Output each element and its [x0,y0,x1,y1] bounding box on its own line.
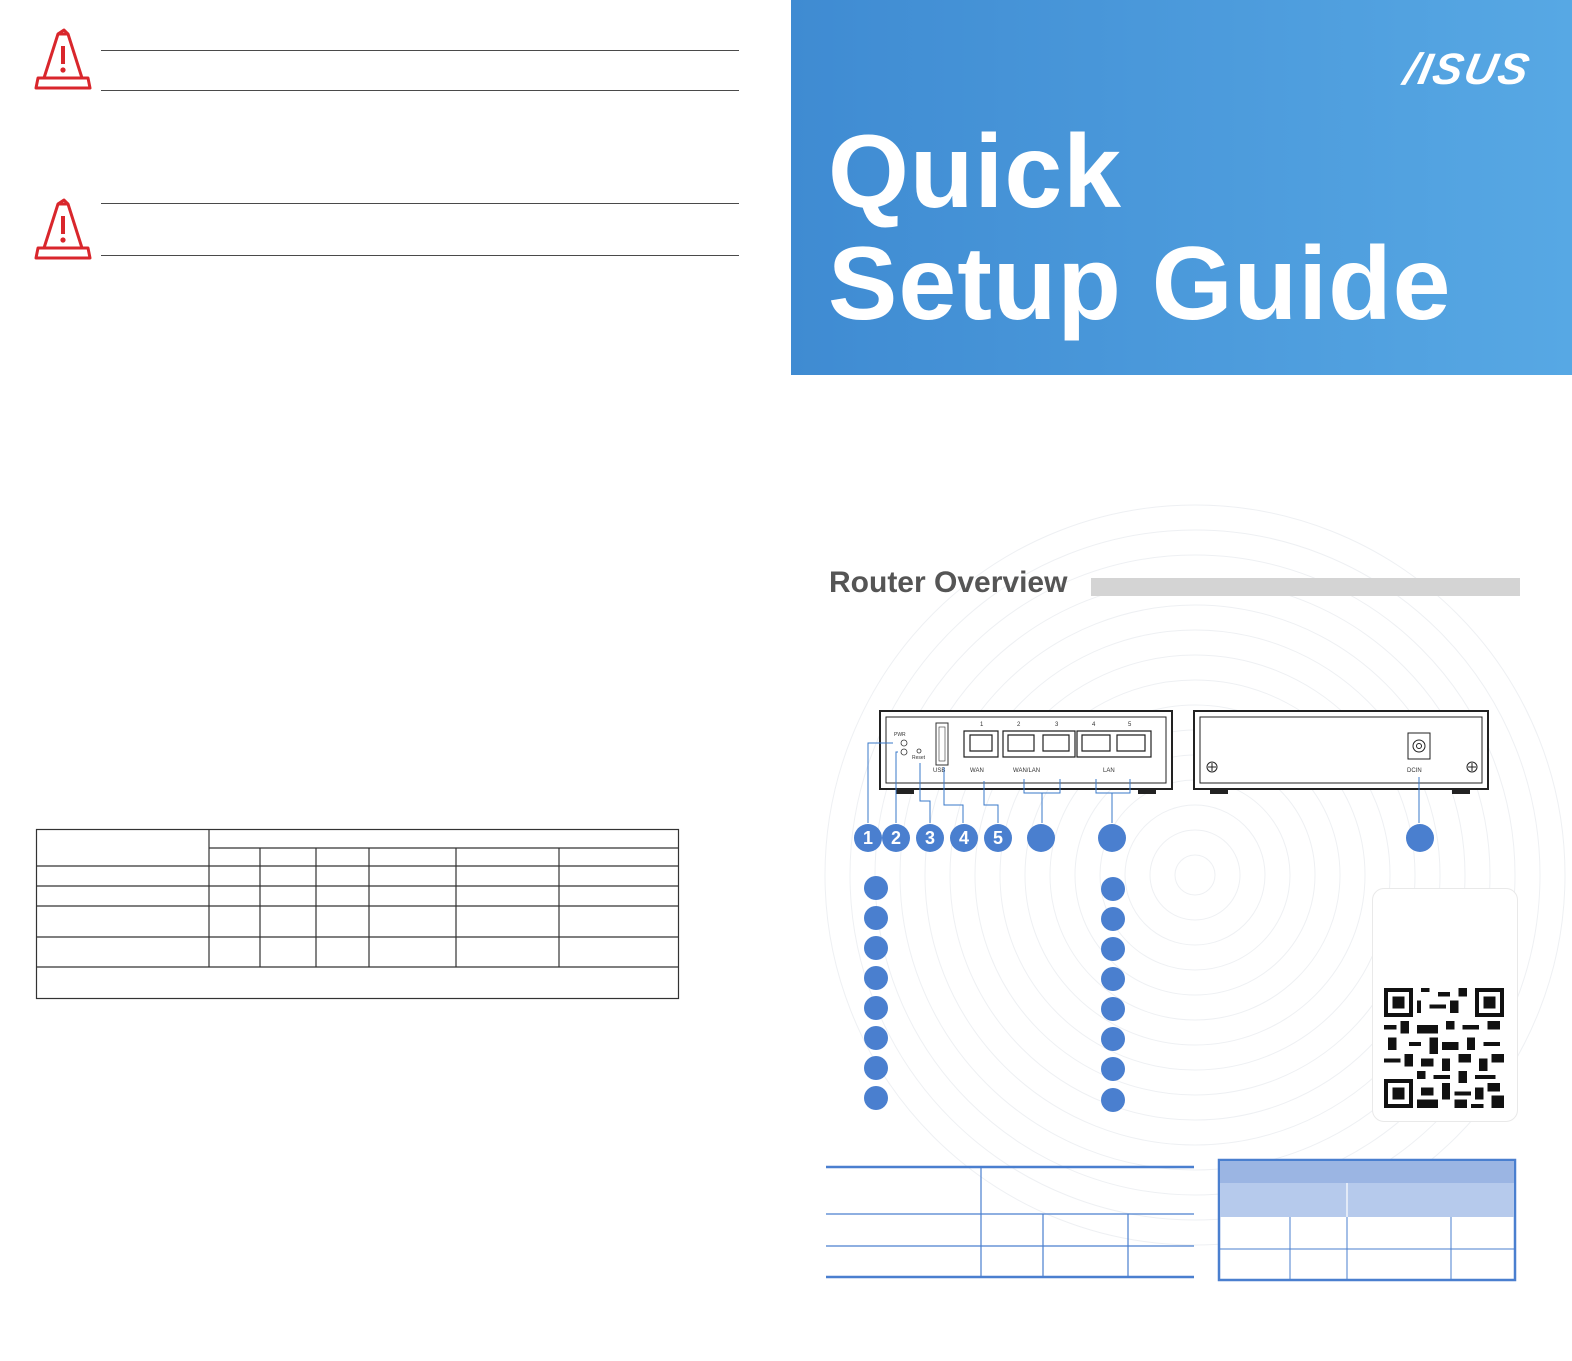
svg-text:2: 2 [1017,722,1021,728]
screw-icon [1467,762,1477,772]
warning-icon [34,28,92,94]
router-overview-title: Router Overview [829,566,1068,599]
list-bullet [1101,1088,1125,1112]
list-bullet [1101,1057,1125,1081]
router-front-diagram [860,705,1180,825]
list-bullet [864,876,888,900]
divider [101,90,739,91]
svg-text:LAN: LAN [1103,768,1115,774]
list-bullet [1101,907,1125,931]
list-bullet [864,936,888,960]
pwr-label: PWR [894,732,906,738]
router-back-diagram [1190,705,1496,825]
list-bullet [1101,967,1125,991]
list-bullet [1101,1027,1125,1051]
list-bullet [1101,937,1125,961]
svg-text:WAN/LAN: WAN/LAN [1013,768,1041,774]
divider [101,255,739,256]
dcin-label: DCIN [1407,768,1422,774]
title-bar [1091,578,1520,596]
bottom-table-left [824,1163,1196,1283]
svg-text:1: 1 [980,722,984,728]
asus-logo: /ISUS [1399,45,1536,94]
qr-code-icon [1384,988,1504,1108]
bottom-table-right [1217,1158,1517,1284]
cover-banner [791,0,1572,375]
spec-table [35,828,681,1002]
callout-8 [1406,824,1434,852]
list-bullet [864,906,888,930]
reset-label: Reset [912,755,926,761]
list-bullet [864,1026,888,1050]
svg-text:WAN: WAN [970,768,984,774]
cover-title-line2: Setup Guide [828,226,1452,342]
screw-icon [1207,762,1217,772]
cover-title-line1: Quick [828,114,1122,230]
callout-6 [1027,824,1055,852]
callout-7 [1098,824,1126,852]
callout-5: 5 [984,824,1012,852]
svg-text:USB: USB [933,768,946,774]
list-bullet [1101,997,1125,1021]
list-bullet [864,966,888,990]
callout-2: 2 [882,824,910,852]
list-bullet [864,1086,888,1110]
svg-text:5: 5 [1128,722,1132,728]
svg-text:3: 3 [1055,722,1059,728]
divider [101,203,739,204]
warning-icon [34,198,92,264]
list-bullet [1101,877,1125,901]
list-bullet [864,996,888,1020]
callout-1: 1 [854,824,882,852]
divider [101,50,739,51]
svg-text:4: 4 [1092,722,1096,728]
list-bullet [864,1056,888,1080]
callout-3: 3 [916,824,944,852]
callout-4: 4 [950,824,978,852]
